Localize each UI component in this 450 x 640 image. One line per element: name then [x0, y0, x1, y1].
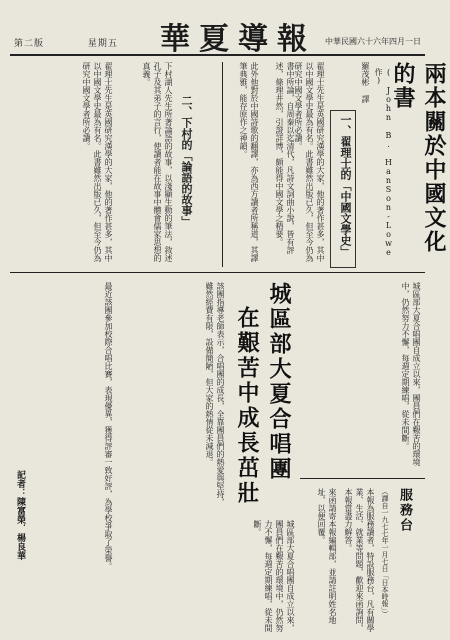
masthead [10, 10, 425, 56]
issue-info [14, 36, 118, 49]
article1-col2: 書中所論，自周秦以迄清代，凡詩文詞曲小說，皆有評述，條理井然，引證詳博，頗能得中國文學之精要。 [275, 62, 295, 254]
section2-title: 二、下村的「論語的故事」 [180, 95, 193, 227]
issue-page: 第二版 [14, 39, 45, 49]
article1-byline: ( John B. HanSon-Lowe 作) [374, 68, 393, 257]
article1-col3: 此外他對於中國詩歌的翻譯，亦為西方讀者所稱道，其譯筆典雅，能存原作之神韻。 [239, 62, 259, 262]
article2-byline: 記者：陳富榮．楊良華 [15, 470, 25, 560]
article2-col1: 城區部大夏合唱團自成立以來，團員們在艱苦的環境中，仍然努力不懈，每週定期練唱，從未間斷。 [401, 282, 421, 466]
article2-col3: 最近該團參加校際合唱比賽，表現優異，獲得評審一致好評，為學校爭取了榮譽。 [104, 282, 113, 570]
service-col1: 本報為服務讀者，特設服務台，凡有關學業、生活、就業等問題，歡迎來函詢問，本報當盡力解答。 [344, 488, 375, 632]
masthead-title: 華夏導報 [160, 22, 316, 57]
article2-headline-1: 城區部大夏合唱團 [266, 282, 292, 482]
service-col2: 來函請寄本報編輯部，並請註明姓名地址，以便回覆。 [317, 488, 337, 624]
article1-translator: 羅茂彬 譯 [361, 62, 370, 103]
article1-headline: 兩本關於中國文化的書 [390, 62, 447, 254]
column-divider [222, 62, 223, 267]
service-note: （譯自一九七七年一月七日「日本時報」） [381, 488, 389, 618]
article1-col4: 下村湖人先生所著論語的故事，以淺顯生動的筆法，敘述孔子及其弟子的言行，使讀者能在故事中體會儒家思想的真義。 [142, 62, 173, 262]
article1-col1: 翟理士先生是英國研究漢學的大家，他的著作甚多，其中以中國文學史最為有名。此書雖然出版已久，但至今仍為研究中國文學者所必讀。 [294, 62, 325, 262]
section1-title: 一、翟理士的「中國文學史」 [330, 110, 356, 268]
section-divider [10, 272, 425, 273]
article2-col2: 該團指導老師表示，合唱團的成長，全靠團員們的熱愛與堅持，雖然經費有限，設備簡陋，但大家的熱情從未減退。 [205, 282, 225, 506]
article2-headline-2: 在艱苦中成長茁壯 [234, 306, 260, 506]
service-divider [300, 478, 425, 479]
article1-col5: 翟理士先生是英國研究漢學的大家，他的著作甚多，其中以中國文學史最為有名。此書雖然出版已久，但至今仍為研究中國文學者所必讀。 [82, 62, 113, 262]
article2-col4: 城區部大夏合唱團自成立以來，團員們在艱苦的環境中，仍然努力不懈，每週定期練唱，從未間斷。 [253, 520, 295, 632]
service-title: 服務台 [397, 488, 412, 533]
issue-day: 星期五 [87, 39, 118, 49]
issue-date: 中華民國六十六年四月一日 [325, 37, 421, 46]
